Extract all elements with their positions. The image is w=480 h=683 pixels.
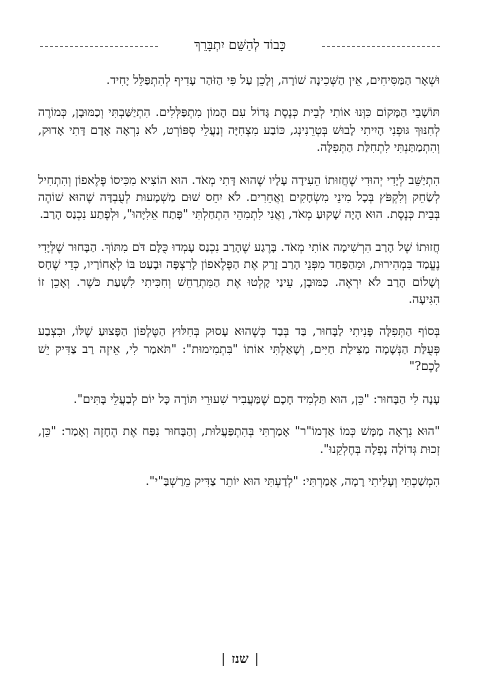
text-body [38, 72, 440, 505]
header-rule-left [40, 46, 158, 47]
paragraph: בְּסוֹף הַתְּפִלָּה פָּנִיתִי לַבָּחוּר, בַּד בְּבַד כְּשֶׁהוּא עָסוּק בְּחִלּוּץ הַטֶּלֶפוֹן הַפָּצוּעַ שֶׁלּוֹ, וּבִצְבַע פְּעֻלַּת הַנְּשָׁמָה מַצִּילַת חַיִּים, וְשָׁאַלְתִּי אוֹתוֹ "בִּתְמִימוּת": "תֹּאמַר לִי, אֵיזֶה רַב צַדִּיק יֵשׁ לָכֶם?" [38, 324, 440, 374]
footer-bar: | [254, 652, 259, 667]
footer-bar: | [221, 652, 226, 667]
paragraph: "הוּא נִרְאָה מַמָּשׁ כְּמוֹ אַדְמוֹ"ר" אָמַרְתִּי בְּהִתְפַּעֲלוּת, וְהַבָּחוּר נִפַּח אֶת הֶחָזֶה וְאָמַר: "כֵּן, זְכוּת גְּדוֹלָה נָפְלָה בְּחֶלְקֵנוּ". [38, 424, 440, 456]
page-footer [0, 651, 480, 667]
header-title: כָּבוֹד לְהַשֵּׁם יִתְבָּרֵךְ [194, 38, 286, 53]
paragraph: תּוֹשָׁבֵי הַמָּקוֹם כִּוְּנוּ אוֹתִי לְבֵית כְּנֶסֶת גָּדוֹל עִם הָמוֹן מִתְפַּלְּלִים. הִתְיַשַּׁבְתִּי וְכַמּוּבָן, כְּמוֹרֶה לְחִנּוּךְ גּוּפְנִי הָיִיתִי לָבוּשׁ בְּטְרֵנִינְג, כּוֹבַע מִצְחִיָּה וְנַעֲלֵי סְפּוֹרְט, לֹא נִרְאָה אָדָם דָּתִי אָדוּק, וְהִתְמַתַּנְתִּי לִתְחִלַּת הַתְּפִלָּה. [38, 105, 440, 155]
running-header [40, 37, 440, 57]
paragraph: וּשְׁאָר הַמַּסִּיחִים, אֵין הַשְּׁכִינָה שׁוֹרָה, וְלָכֵן עַל פִּי הַזֹּהַר עָדִיף לְהִתְפַּלֵּל יָחִיד. [106, 73, 440, 87]
paragraph: חֲזוּתוֹ שֶׁל הָרַב הִרְשִׁימָה אוֹתִי מְאֹד. בָּרֶגַע שֶׁהָרַב נִכְנַס עָמְדוּ כֻּלָּם דֹּם מִתּוֹךְ. הַבָּחוּר שֶׁלְּיָדִי נֶעֱמַד בִּמְהִירוּת, וּמֵהַפַּחַד מִפְּנֵי הָרַב זָרַק אֶת הַפֶּלֶאפוֹן לָרִצְפָּה וּבָעַט בּוֹ לְאָחוֹרָיו, כְּדֵי שֶׁחָס וְשָׁלוֹם הָרַב לֹא יִרְאֶה. כַּמּוּבָן, עֵינַי קָלְטוּ אֶת הַמִּתְרַחֵשׁ וְחִכִּיתִי לִשְׁעַת כֹּשֶׁר. וְאָכֵן זוֹ הִגִּיעָה. [38, 239, 440, 307]
paragraph: הִתְיַשֵּׁב לְיָדִי יְהוּדִי שֶׁחֲזוּתוֹ הֵעִידָה עָלָיו שֶׁהוּא דָּתִי מְאֹד. הוּא הוֹצִיא מִכִּיסוֹ פֶּלֶאפוֹן וְהִתְחִיל לְשַׂחֵק וְלִקְפֹּץ בְּכָל מִינֵי מִשְׂחָקִים וַאֲחֵרִים. לֹא יִחֵס שׁוּם מַשְׁמָעוּת לְעֻבְדָּה שֶׁהוּא שׁוֹהֶה בְּבֵית כְּנֶסֶת. הוּא הָיָה שָׁקוּעַ מְאֹד, וַאֲנִי לִתְמִהֵי הִתְחַלְתִּי "פָּתַח אֵלִיָּהוּ", וּלְפֶתַע נִכְנַס הָרַב. [38, 172, 440, 222]
paragraph: עָנָה לִי הַבָּחוּר: "כֵּן, הוּא תַּלְמִיד חָכָם שֶׁמַּעֲבִיר שִׁעוּרֵי תּוֹרָה כָּל יוֹם לְבַעֲלֵי בָּתִּים". [73, 391, 440, 406]
paragraph: הִמְשַׁכְתִּי וְעָלִיתִי רָמָה, אָמַרְתִּי: "לְדַעְתִּי הוּא יוֹתֵר צַדִּיק מֵרַשְׁבַּ"י". [145, 473, 440, 488]
page-number: שנז [231, 652, 249, 667]
